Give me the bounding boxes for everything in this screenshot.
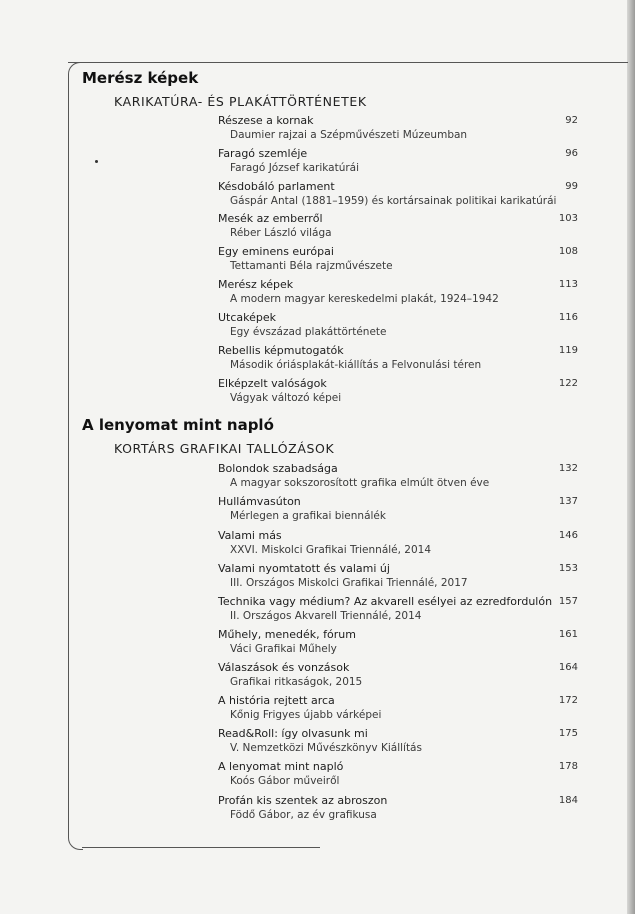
entry-page-number: 178 [558, 761, 578, 772]
entry-title: Valami nyomtatott és valami új [218, 562, 390, 575]
entry-subtitle: Koós Gábor műveiről [230, 775, 340, 787]
toc-entry[interactable] [218, 147, 578, 179]
entry-page-number: 116 [558, 312, 578, 323]
entry-title: Valami más [218, 529, 282, 542]
entry-page-number: 153 [558, 563, 578, 574]
entry-page-number: 137 [558, 496, 578, 507]
entry-subtitle: Faragó József karikatúrái [230, 162, 360, 174]
entry-title: Read&Roll: így olvasunk mi [218, 727, 368, 740]
toc-entry[interactable] [218, 628, 578, 660]
entry-title: Elképzelt valóságok [218, 377, 327, 390]
entry-subtitle: Gáspár Antal (1881–1959) és kortársainak politikai karikatúrái [230, 195, 557, 207]
entry-subtitle: Födő Gábor, az év grafikusa [230, 809, 377, 821]
entry-subtitle: A magyar sokszorosított grafika elmúlt ötven éve [230, 477, 490, 489]
entry-title: Technika vagy médium? Az akvarell esélyei az ezredfordulón [218, 595, 553, 608]
entry-title: Bolondok szabadsága [218, 462, 338, 475]
entry-title: Válaszások és vonzások [218, 661, 350, 674]
entry-title: Mesék az emberről [218, 212, 323, 225]
entry-page-number: 99 [565, 181, 578, 192]
entry-subtitle: Egy évszázad plakáttörténete [230, 326, 387, 338]
entry-page-number: 164 [558, 662, 578, 673]
entry-subtitle: Váci Grafikai Műhely [230, 643, 337, 655]
entry-title: Hullámvasúton [218, 495, 301, 508]
entry-title: Faragó szemléje [218, 147, 308, 160]
toc-entry[interactable] [218, 311, 578, 343]
entry-subtitle: III. Országos Miskolci Grafikai Triennálé, 2017 [230, 577, 468, 589]
entry-page-number: 132 [558, 463, 578, 474]
entry-subtitle: A modern magyar kereskedelmi plakát, 1924–1942 [230, 293, 499, 305]
toc-entry[interactable] [218, 180, 578, 212]
entry-title: Merész képek [218, 278, 294, 291]
entry-page-number: 119 [558, 345, 578, 356]
toc-entry[interactable] [218, 760, 578, 792]
toc-entry[interactable] [218, 595, 578, 627]
section-subtitle-kortars: KORTÁRS GRAFIKAI TALLÓZÁSOK [114, 441, 335, 456]
entry-page-number: 122 [558, 378, 578, 389]
page-edge-shadow [627, 0, 635, 914]
toc-entry[interactable] [218, 794, 578, 826]
entry-page-number: 161 [558, 629, 578, 640]
entry-title: Profán kis szentek az abroszon [218, 794, 388, 807]
toc-entry[interactable] [218, 114, 578, 146]
frame-bottom-rule [82, 847, 320, 848]
entry-subtitle: Mérlegen a grafikai biennálék [230, 510, 386, 522]
entry-title: A história rejtett arca [218, 694, 335, 707]
toc-entry[interactable] [218, 212, 578, 244]
entry-page-number: 172 [558, 695, 578, 706]
entry-title: Műhely, menedék, fórum [218, 628, 356, 641]
frame-left-bracket [68, 62, 83, 850]
toc-entry[interactable] [218, 278, 578, 310]
section-title-lenyomat: A lenyomat mint napló [82, 416, 274, 434]
toc-entry[interactable] [218, 529, 578, 561]
entry-subtitle: Vágyak változó képei [230, 392, 342, 404]
entry-subtitle: XXVI. Miskolci Grafikai Triennálé, 2014 [230, 544, 432, 556]
entry-page-number: 113 [558, 279, 578, 290]
frame-top-rule [68, 62, 628, 63]
entry-subtitle: Daumier rajzai a Szépművészeti Múzeumban [230, 129, 468, 141]
entry-title: Egy eminens európai [218, 245, 334, 258]
entry-page-number: 184 [558, 795, 578, 806]
entry-subtitle: Réber László világa [230, 227, 332, 239]
entry-page-number: 103 [558, 213, 578, 224]
toc-entry[interactable] [218, 495, 578, 527]
scan-speck [95, 160, 98, 163]
entry-subtitle: V. Nemzetközi Művészkönyv Kiállítás [230, 742, 422, 754]
toc-entry[interactable] [218, 344, 578, 376]
entry-page-number: 146 [558, 530, 578, 541]
entry-subtitle: II. Országos Akvarell Triennálé, 2014 [230, 610, 422, 622]
entry-title: A lenyomat mint napló [218, 760, 344, 773]
entry-title: Rebellis képmutogatók [218, 344, 344, 357]
entry-page-number: 175 [558, 728, 578, 739]
section-subtitle-karikatura: KARIKATÚRA- ÉS PLAKÁTTÖRTÉNETEK [114, 94, 367, 109]
toc-entry[interactable] [218, 562, 578, 594]
entry-page-number: 108 [558, 246, 578, 257]
toc-entry[interactable] [218, 377, 578, 409]
toc-entry[interactable] [218, 661, 578, 693]
entry-subtitle: Második óriásplakát-kiállítás a Felvonulási téren [230, 359, 482, 371]
entry-subtitle: Tettamanti Béla rajzművészete [230, 260, 393, 272]
entry-subtitle: Kőnig Frigyes újabb várképei [230, 709, 382, 721]
entry-subtitle: Grafikai ritkaságok, 2015 [230, 676, 363, 688]
toc-entry[interactable] [218, 727, 578, 759]
section-title-mersz-kepek: Merész képek [82, 69, 199, 87]
entry-title: Részese a kornak [218, 114, 314, 127]
toc-entry[interactable] [218, 694, 578, 726]
toc-entry[interactable] [218, 245, 578, 277]
entry-page-number: 96 [565, 148, 578, 159]
entry-page-number: 157 [558, 596, 578, 607]
entry-title: Késdobáló parlament [218, 180, 335, 193]
toc-entry[interactable] [218, 462, 578, 494]
entry-page-number: 92 [565, 115, 578, 126]
entry-title: Utcaképek [218, 311, 277, 324]
